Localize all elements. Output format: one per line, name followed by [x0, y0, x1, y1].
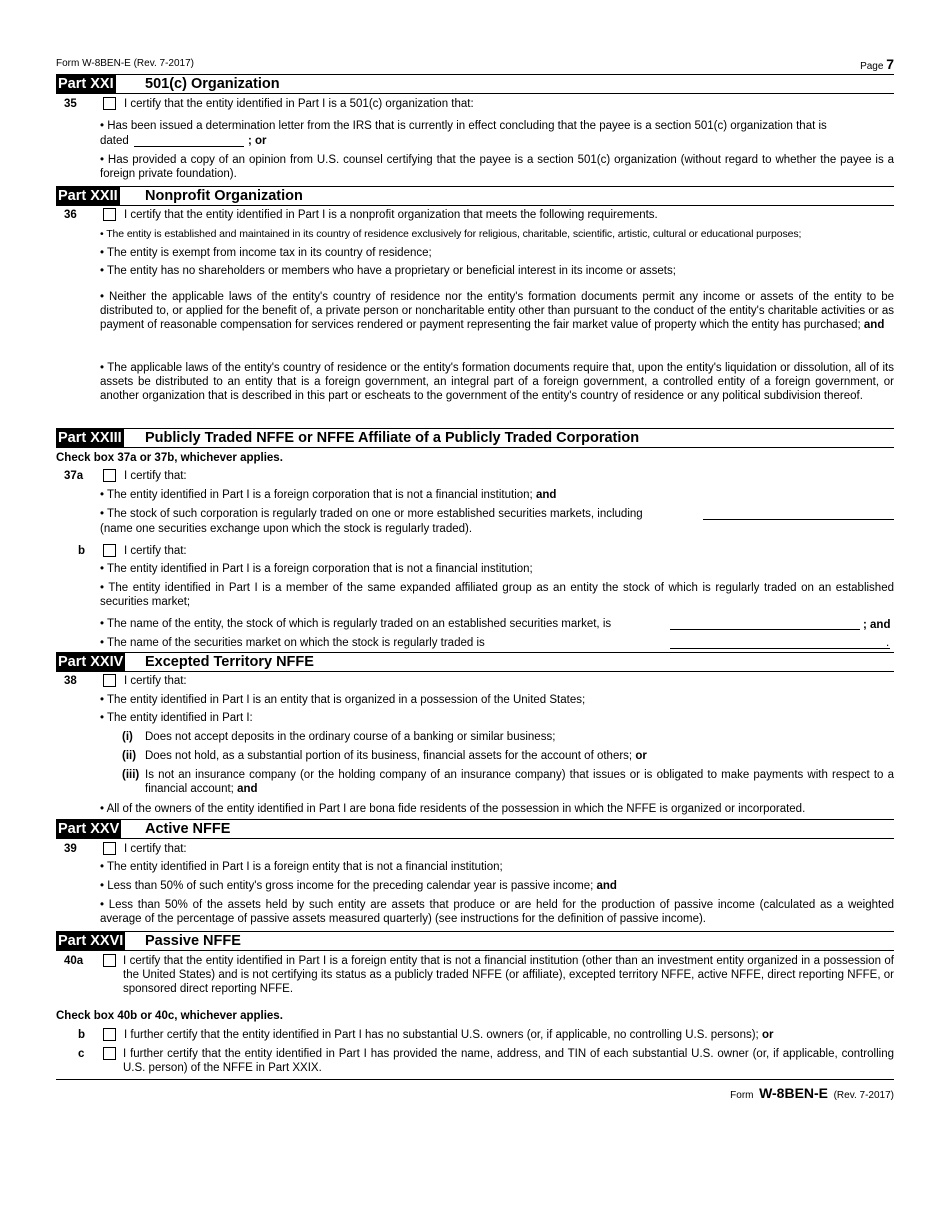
part-tag: Part XXIV — [58, 654, 124, 670]
checkbox-40c[interactable] — [103, 1047, 116, 1060]
bullet-35-1: • Has been issued a determination letter from the IRS that is currently in effect concluding that the payee is a section 501(c) organization that is — [100, 120, 827, 132]
page-header — [56, 56, 894, 70]
bottom-rule — [56, 1079, 894, 1080]
securities-market-field[interactable] — [670, 636, 890, 649]
part-tag: Part XXIII — [58, 430, 122, 446]
entity-name-field[interactable] — [670, 617, 860, 630]
line-number-35: 35 — [64, 98, 77, 110]
line-number-40b: b — [78, 1029, 86, 1041]
cert-40c: I further certify that the entity identified in Part I has provided the name, address, and TIN of each substantial U.S. owner (or, if applicable, controlling U.S. person) of the NFFE in Part XXIX. — [123, 1048, 894, 1074]
and-connector: ; and — [863, 619, 891, 631]
sub-text-ii: Does not hold, as a substantial portion of its business, financial assets for the account of others; or — [145, 750, 647, 762]
sub-label-i: (i) — [122, 731, 133, 743]
checkbox-40b[interactable] — [103, 1028, 116, 1041]
bullet-38-2: • The entity identified in Part I: — [100, 712, 253, 724]
bullet-36-5: • The applicable laws of the entity's country of residence or the entity's formation documents require that, upon the entity's liquidation or dissolution, all of its assets be distributed to an entity that is a foreign government, an integral part of a foreign government, a controlled entity of a foreign government, or another organization that is described in this part or escheats to the government of the entity's country of residence or any political subdivision thereof. — [100, 362, 894, 402]
part-title: Active NFFE — [145, 821, 231, 837]
bullet-38-1: • The entity identified in Part I is an entity that is organized in a possession of the United States; — [100, 694, 586, 706]
line-number-40a: 40a — [64, 955, 84, 967]
cert-36: I certify that the entity identified in Part I is a nonprofit organization that meets the following requirements. — [124, 209, 658, 221]
form-name: W-8BEN-E — [759, 1085, 829, 1101]
cert-40b: I further certify that the entity identified in Part I has no substantial U.S. owners (or, if applicable, no controlling U.S. persons); or — [124, 1029, 774, 1041]
cert-38: I certify that: — [124, 675, 187, 687]
cert-37b: I certify that: — [124, 545, 187, 557]
check-note-37: Check box 37a or 37b, whichever applies. — [56, 452, 283, 464]
bullet-36-4: • Neither the applicable laws of the entity's country of residence nor the entity's formation documents permit any income or assets of the entity to be distributed to, or applied for the benefit of, a private person or noncharitable entity other than pursuant to the conduct of the entity's charitable activities or as payment of reasonable compensation for services rendered or payment representing the fair market value of property which the entity has purchased; and — [100, 291, 894, 331]
page-number: Page 7 — [860, 56, 894, 72]
cert-37a: I certify that: — [124, 470, 187, 482]
line-number-37b: b — [78, 545, 86, 557]
checkbox-37a[interactable] — [103, 469, 116, 482]
checkbox-39[interactable] — [103, 842, 116, 855]
part-xxiv-header — [56, 652, 894, 672]
checkbox-37b[interactable] — [103, 544, 116, 557]
dated-label: dated — [100, 135, 129, 147]
part-title: Nonprofit Organization — [145, 188, 303, 204]
part-title: Excepted Territory NFFE — [145, 654, 314, 670]
check-note-40: Check box 40b or 40c, whichever applies. — [56, 1010, 283, 1022]
checkbox-36[interactable] — [103, 208, 116, 221]
bullet-39-2: • Less than 50% of such entity's gross income for the preceding calendar year is passive income; and — [100, 880, 617, 892]
checkbox-40a[interactable] — [103, 954, 116, 967]
bullet-37b-3: • The name of the entity, the stock of which is regularly traded on an established securities market, is — [100, 618, 612, 630]
part-tag: Part XXI — [58, 76, 114, 92]
part-title: Publicly Traded NFFE or NFFE Affiliate of a Publicly Traded Corporation — [145, 430, 640, 446]
part-tag: Part XXVI — [58, 933, 124, 949]
part-xxii-header — [56, 186, 894, 206]
bullet-36-2: • The entity is exempt from income tax in its country of residence; — [100, 247, 432, 259]
bullet-37b-2: • The entity identified in Part I is a member of the same expanded affiliated group as an entity the stock of which is regularly traded on an established securities market; — [100, 582, 894, 608]
sub-label-iii: (iii) — [122, 769, 140, 781]
bullet-37a-2-sub: (name one securities exchange upon which the stock is regularly traded). — [100, 523, 473, 535]
bullet-35-2: • Has provided a copy of an opinion from U.S. counsel certifying that the payee is a section 501(c) organization (without regard to whether the payee is a foreign private foundation). — [100, 154, 894, 180]
dated-field[interactable] — [134, 134, 244, 147]
bullet-39-1: • The entity identified in Part I is a foreign entity that is not a financial institution; — [100, 861, 503, 873]
line-number-39: 39 — [64, 843, 77, 855]
sub-label-ii: (ii) — [122, 750, 137, 762]
part-xxv-header — [56, 819, 894, 839]
part-tag: Part XXII — [58, 188, 118, 204]
part-xxiii-header — [56, 428, 894, 448]
cert-40a: I certify that the entity identified in Part I is a foreign entity that is not a financial institution (other than an investment entity organized in a possession of the United States) and is not certifying its status as a publicly traded NFFE (or affiliate), excepted territory NFFE, active NFFE, direct reporting NFFE, or sponsored direct reporting NFFE. — [123, 955, 894, 995]
sub-text-iii: Is not an insurance company (or the holding company of an insurance company) that issues or is obligated to make payments with respect to a financial account; and — [145, 769, 894, 795]
bullet-38-3: • All of the owners of the entity identified in Part I are bona fide residents of the possession in which the NFFE is organized or incorporated. — [100, 803, 806, 815]
checkbox-35[interactable] — [103, 97, 116, 110]
line-number-38: 38 — [64, 675, 77, 687]
bullet-39-3: • Less than 50% of the assets held by such entity are assets that produce or are held for the production of passive income (calculated as a weighted average of the percentage of passive assets measured quarterly) (see instructions for the definition of passive income). — [100, 899, 894, 925]
line-number-40c: c — [78, 1048, 85, 1060]
checkbox-38[interactable] — [103, 674, 116, 687]
line-number-37a: 37a — [64, 470, 84, 482]
cert-39: I certify that: — [124, 843, 187, 855]
part-xxvi-header — [56, 931, 894, 951]
securities-exchange-field[interactable] — [703, 507, 894, 520]
bullet-37b-1: • The entity identified in Part I is a foreign corporation that is not a financial institution; — [100, 563, 533, 575]
bullet-37b-4: • The name of the securities market on which the stock is regularly traded is — [100, 637, 485, 649]
part-title: 501(c) Organization — [145, 76, 280, 92]
part-tag: Part XXV — [58, 821, 120, 837]
part-title: Passive NFFE — [145, 933, 241, 949]
line-number-36: 36 — [64, 209, 77, 221]
form-page — [56, 0, 894, 1230]
bullet-36-1: • The entity is established and maintained in its country of residence exclusively for religious, charitable, scientific, artistic, cultural or educational purposes; — [100, 228, 802, 240]
sub-text-i: Does not accept deposits in the ordinary course of a banking or similar business; — [145, 731, 556, 743]
bullet-36-3: • The entity has no shareholders or members who have a proprietary or beneficial interest in its income or assets; — [100, 265, 676, 277]
period-mark: . — [886, 637, 890, 649]
bullet-37a-1: • The entity identified in Part I is a foreign corporation that is not a financial institution; and — [100, 489, 557, 501]
cert-35: I certify that the entity identified in Part I is a 501(c) organization that: — [124, 98, 474, 110]
form-revision: Form W-8BEN-E (Rev. 7-2017) — [56, 58, 194, 69]
or-connector: ; or — [248, 135, 267, 147]
part-xxi-header — [56, 74, 894, 94]
bullet-37a-2: • The stock of such corporation is regularly traded on one or more established securities markets, including — [100, 508, 643, 520]
page-footer: Form W-8BEN-E (Rev. 7-2017) — [730, 1085, 894, 1101]
